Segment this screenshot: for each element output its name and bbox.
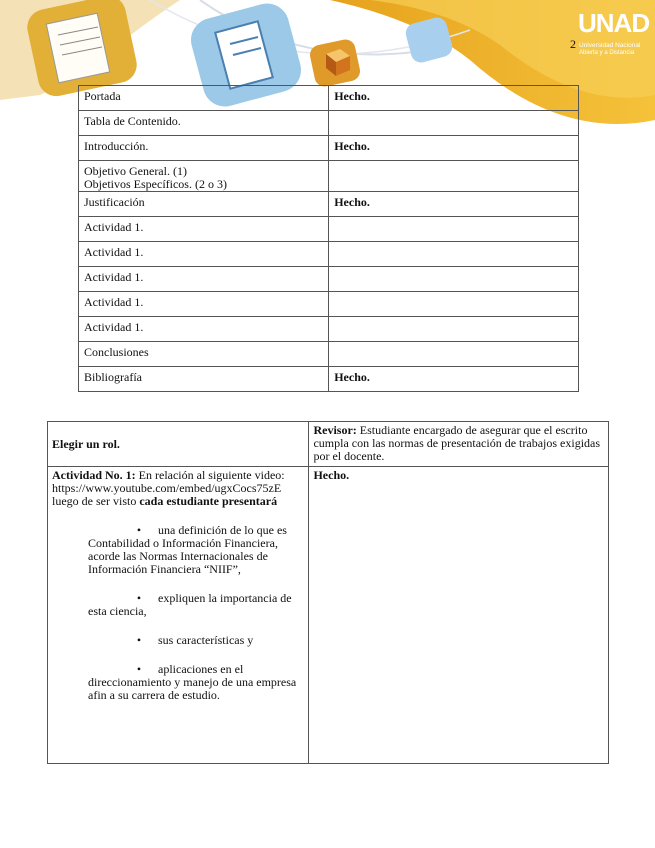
table-row	[48, 422, 609, 467]
activity-status-cell	[309, 467, 609, 764]
status-cell: Hecho.	[329, 86, 579, 111]
table-row	[79, 161, 579, 192]
bullet-item	[88, 634, 298, 647]
status-cell: Hecho.	[329, 367, 579, 392]
status-cell	[329, 217, 579, 242]
bullet-item	[88, 592, 298, 618]
status-cell	[329, 161, 579, 192]
table-row	[79, 192, 579, 217]
status-cell	[329, 342, 579, 367]
activity-bold: cada estudiante presentará	[139, 494, 278, 508]
bullet-icon: •	[136, 662, 142, 676]
table-row	[79, 217, 579, 242]
logo-text: UNAD	[578, 8, 650, 38]
bullet-icon: •	[136, 633, 142, 647]
unad-logo	[576, 6, 648, 56]
section-cell: Conclusiones	[79, 342, 329, 367]
table-row	[79, 86, 579, 111]
table-row	[79, 292, 579, 317]
status-cell	[329, 317, 579, 342]
section-line-2: Objetivos Específicos. (2 o 3)	[84, 177, 227, 191]
section-line-1: Objetivo General. (1)	[84, 164, 187, 178]
reviewer-text: Estudiante encargado de asegurar que el escrito cumpla con las normas de presentación de trabajos exigidas por el docente.	[313, 423, 601, 463]
contents-table	[78, 85, 579, 392]
bullet-icon: •	[136, 591, 142, 605]
roles-table	[47, 421, 609, 764]
bullet-item	[88, 663, 298, 702]
section-cell: Introducción.	[79, 136, 329, 161]
logo-subtitle-1: Universidad Nacional	[579, 42, 641, 49]
section-cell: Justificación	[79, 192, 329, 217]
status-cell: Hecho.	[329, 192, 579, 217]
table-row	[79, 267, 579, 292]
bullet-text: expliquen la importancia de esta ciencia,	[88, 591, 292, 618]
status-cell	[329, 292, 579, 317]
choose-role-cell: Elegir un rol.	[48, 422, 309, 467]
section-cell	[79, 161, 329, 192]
status-cell	[329, 111, 579, 136]
table-row	[79, 367, 579, 392]
section-cell: Actividad 1.	[79, 317, 329, 342]
bullet-text: sus características y	[158, 633, 254, 647]
section-cell: Portada	[79, 86, 329, 111]
reviewer-cell	[309, 422, 609, 467]
bullet-text: aplicaciones en el direccionamiento y manejo de una empresa afin a su carrera de estudio.	[88, 662, 297, 702]
status-text: Hecho.	[313, 468, 350, 482]
table-row	[79, 111, 579, 136]
box-icon	[308, 38, 362, 89]
section-cell: Bibliografía	[79, 367, 329, 392]
status-cell	[329, 267, 579, 292]
page-number: 2	[570, 37, 576, 51]
table-row	[79, 136, 579, 161]
logo-subtitle-2: Abierta y a Distancia	[579, 50, 635, 56]
bullet-icon: •	[136, 523, 142, 537]
table-row	[79, 342, 579, 367]
table-row	[79, 317, 579, 342]
activity-label: Actividad No. 1:	[52, 468, 136, 482]
activity-text: En relación al siguiente video: https://www.youtube.com/embed/ugxCocs75zE luego de ser visto	[52, 468, 285, 508]
section-cell: Actividad 1.	[79, 242, 329, 267]
bullet-item	[88, 524, 298, 576]
bullet-text: una definición de lo que es Contabilidad o Información Financiera, acorde las Normas Internacionales de Información Financiera “NIIF”,	[88, 523, 287, 576]
status-cell: Hecho.	[329, 136, 579, 161]
section-cell: Actividad 1.	[79, 217, 329, 242]
table-row	[48, 467, 609, 764]
section-cell: Tabla de Contenido.	[79, 111, 329, 136]
section-cell: Actividad 1.	[79, 267, 329, 292]
status-cell	[329, 242, 579, 267]
section-cell: Actividad 1.	[79, 292, 329, 317]
reviewer-label: Revisor:	[313, 423, 357, 437]
table-row	[79, 242, 579, 267]
activity-cell	[48, 467, 309, 764]
